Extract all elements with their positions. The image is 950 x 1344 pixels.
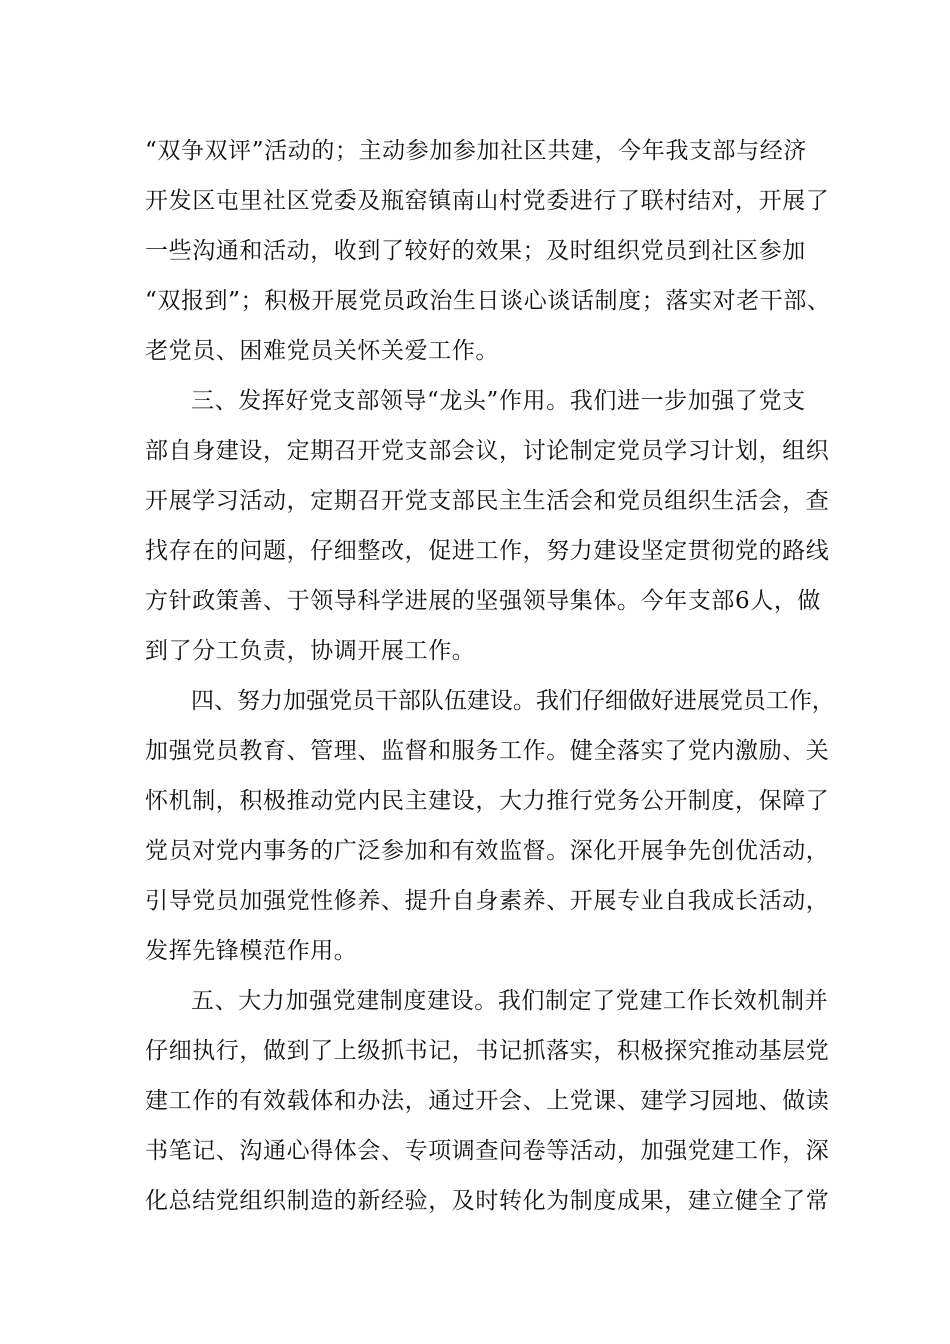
text-line: 找存在的问题，仔细整改，促进工作，努力建设坚定贯彻党的路线 xyxy=(145,538,830,564)
text-line: 加强党员教育、管理、监督和服务工作。健全落实了党内激励、关 xyxy=(145,738,830,764)
text-line: “双争双评”活动的；主动参加参加社区共建，今年我支部与经济 xyxy=(145,138,807,164)
text-line: 到了分工负责，协调开展工作。 xyxy=(145,638,476,664)
text-line: 方针政策善、于领导科学进展的坚强领导集体。今年支部6人，做 xyxy=(145,588,822,614)
text-line: 怀机制，积极推动党内民主建设，大力推行党务公开制度，保障了 xyxy=(145,788,830,814)
paragraph-start-line: 四、努力加强党员干部队伍建设。我们仔细做好进展党员工作， xyxy=(191,688,835,714)
text-line: 部自身建设，定期召开党支部会议，讨论制定党员学习计划，组织 xyxy=(145,438,830,464)
text-line: 书笔记、沟通心得体会、专项调查问卷等活动，加强党建工作，深 xyxy=(145,1138,830,1164)
text-line: 一些沟通和活动，收到了较好的效果；及时组织党员到社区参加 xyxy=(145,238,806,264)
text-line: 建工作的有效载体和办法，通过开会、上党课、建学习园地、做读 xyxy=(145,1088,830,1114)
text-line: 引导党员加强党性修养、提升自身素养、开展专业自我成长活动， xyxy=(145,888,830,914)
text-line: 开发区屯里社区党委及瓶窑镇南山村党委进行了联村结对，开展了 xyxy=(145,188,830,214)
text-line: 仔细执行，做到了上级抓书记，书记抓落实，积极探究推动基层党 xyxy=(145,1038,830,1064)
text-line: 开展学习活动，定期召开党支部民主生活会和党员组织生活会，查 xyxy=(145,488,830,514)
text-line: 党员对党内事务的广泛参加和有效监督。深化开展争先创优活动， xyxy=(145,838,830,864)
text-line: “双报到”；积极开展党员政治生日谈心谈话制度；落实对老干部、 xyxy=(145,288,831,314)
text-line: 化总结党组织制造的新经验，及时转化为制度成果，建立健全了常 xyxy=(145,1188,830,1214)
text-line: 发挥先锋模范作用。 xyxy=(145,938,358,964)
text-line: 老党员、困难党员关怀关爱工作。 xyxy=(145,338,499,364)
paragraph-start-line: 三、发挥好党支部领导“龙头”作用。我们进一步加强了党支 xyxy=(191,388,806,414)
paragraph-start-line: 五、大力加强党建制度建设。我们制定了党建工作长效机制并 xyxy=(191,988,829,1014)
